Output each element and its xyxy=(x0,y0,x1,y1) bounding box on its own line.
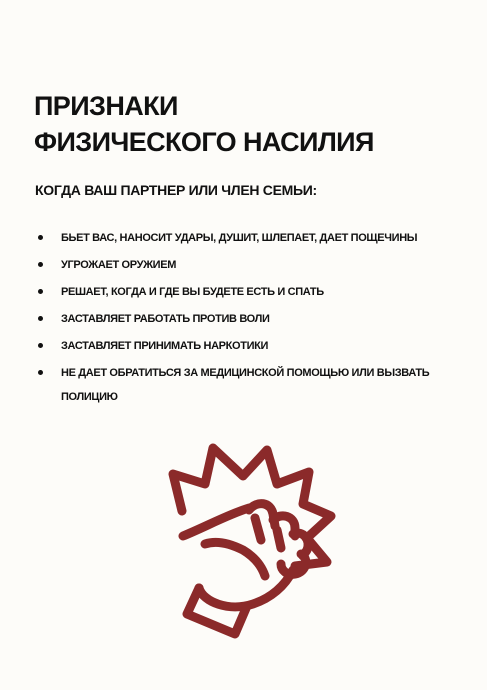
fist-crease-1 xyxy=(255,518,261,540)
bullet-icon xyxy=(38,289,43,294)
page-title xyxy=(34,88,374,160)
list-item-text: РЕШАЕТ, КОГДА И ГДЕ ВЫ БУДЕТЕ ЕСТЬ И СПАТЬ xyxy=(61,286,324,298)
fist-back xyxy=(183,508,249,536)
signs-list xyxy=(38,226,468,412)
bullet-icon xyxy=(38,235,43,240)
fist-crease-2 xyxy=(277,530,281,548)
list-item xyxy=(38,361,468,409)
fist-impact-icon xyxy=(157,436,342,646)
bullet-icon xyxy=(38,343,43,348)
subtitle: КОГДА ВАШ ПАРТНЕР ИЛИ ЧЛЕН СЕМЬИ: xyxy=(35,182,317,198)
fist-palm xyxy=(199,570,293,607)
list-item-text: ЗАСТАВЛЯЕТ РАБОТАТЬ ПРОТИВ ВОЛИ xyxy=(61,313,270,325)
list-item xyxy=(38,307,468,331)
list-item xyxy=(38,334,468,358)
fist-thumb xyxy=(205,542,265,576)
list-item xyxy=(38,253,468,277)
title-line-1: ПРИЗНАКИ xyxy=(34,91,178,121)
list-item-text: ЗАСТАВЛЯЕТ ПРИНИМАТЬ НАРКОТИКИ xyxy=(61,340,269,352)
bullet-icon xyxy=(38,262,43,267)
list-item-text: БЬЕТ ВАС, НАНОСИТ УДАРЫ, ДУШИТ, ШЛЕПАЕТ, ДАЕТ ПОЩЕЧИНЫ xyxy=(61,232,418,244)
list-item-text: НЕ ДАЕТ ОБРАТИТЬСЯ ЗА МЕДИЦИНСКОЙ ПОМОЩЬЮ ИЛИ ВЫЗВАТЬ ПОЛИЦИЮ xyxy=(61,367,430,403)
list-item xyxy=(38,226,468,250)
list-item-text: УГРОЖАЕТ ОРУЖИЕМ xyxy=(61,259,177,271)
bullet-icon xyxy=(38,316,43,321)
list-item xyxy=(38,280,468,304)
title-line-2: ФИЗИЧЕСКОГО НАСИЛИЯ xyxy=(34,127,374,157)
bullet-icon xyxy=(38,370,43,375)
